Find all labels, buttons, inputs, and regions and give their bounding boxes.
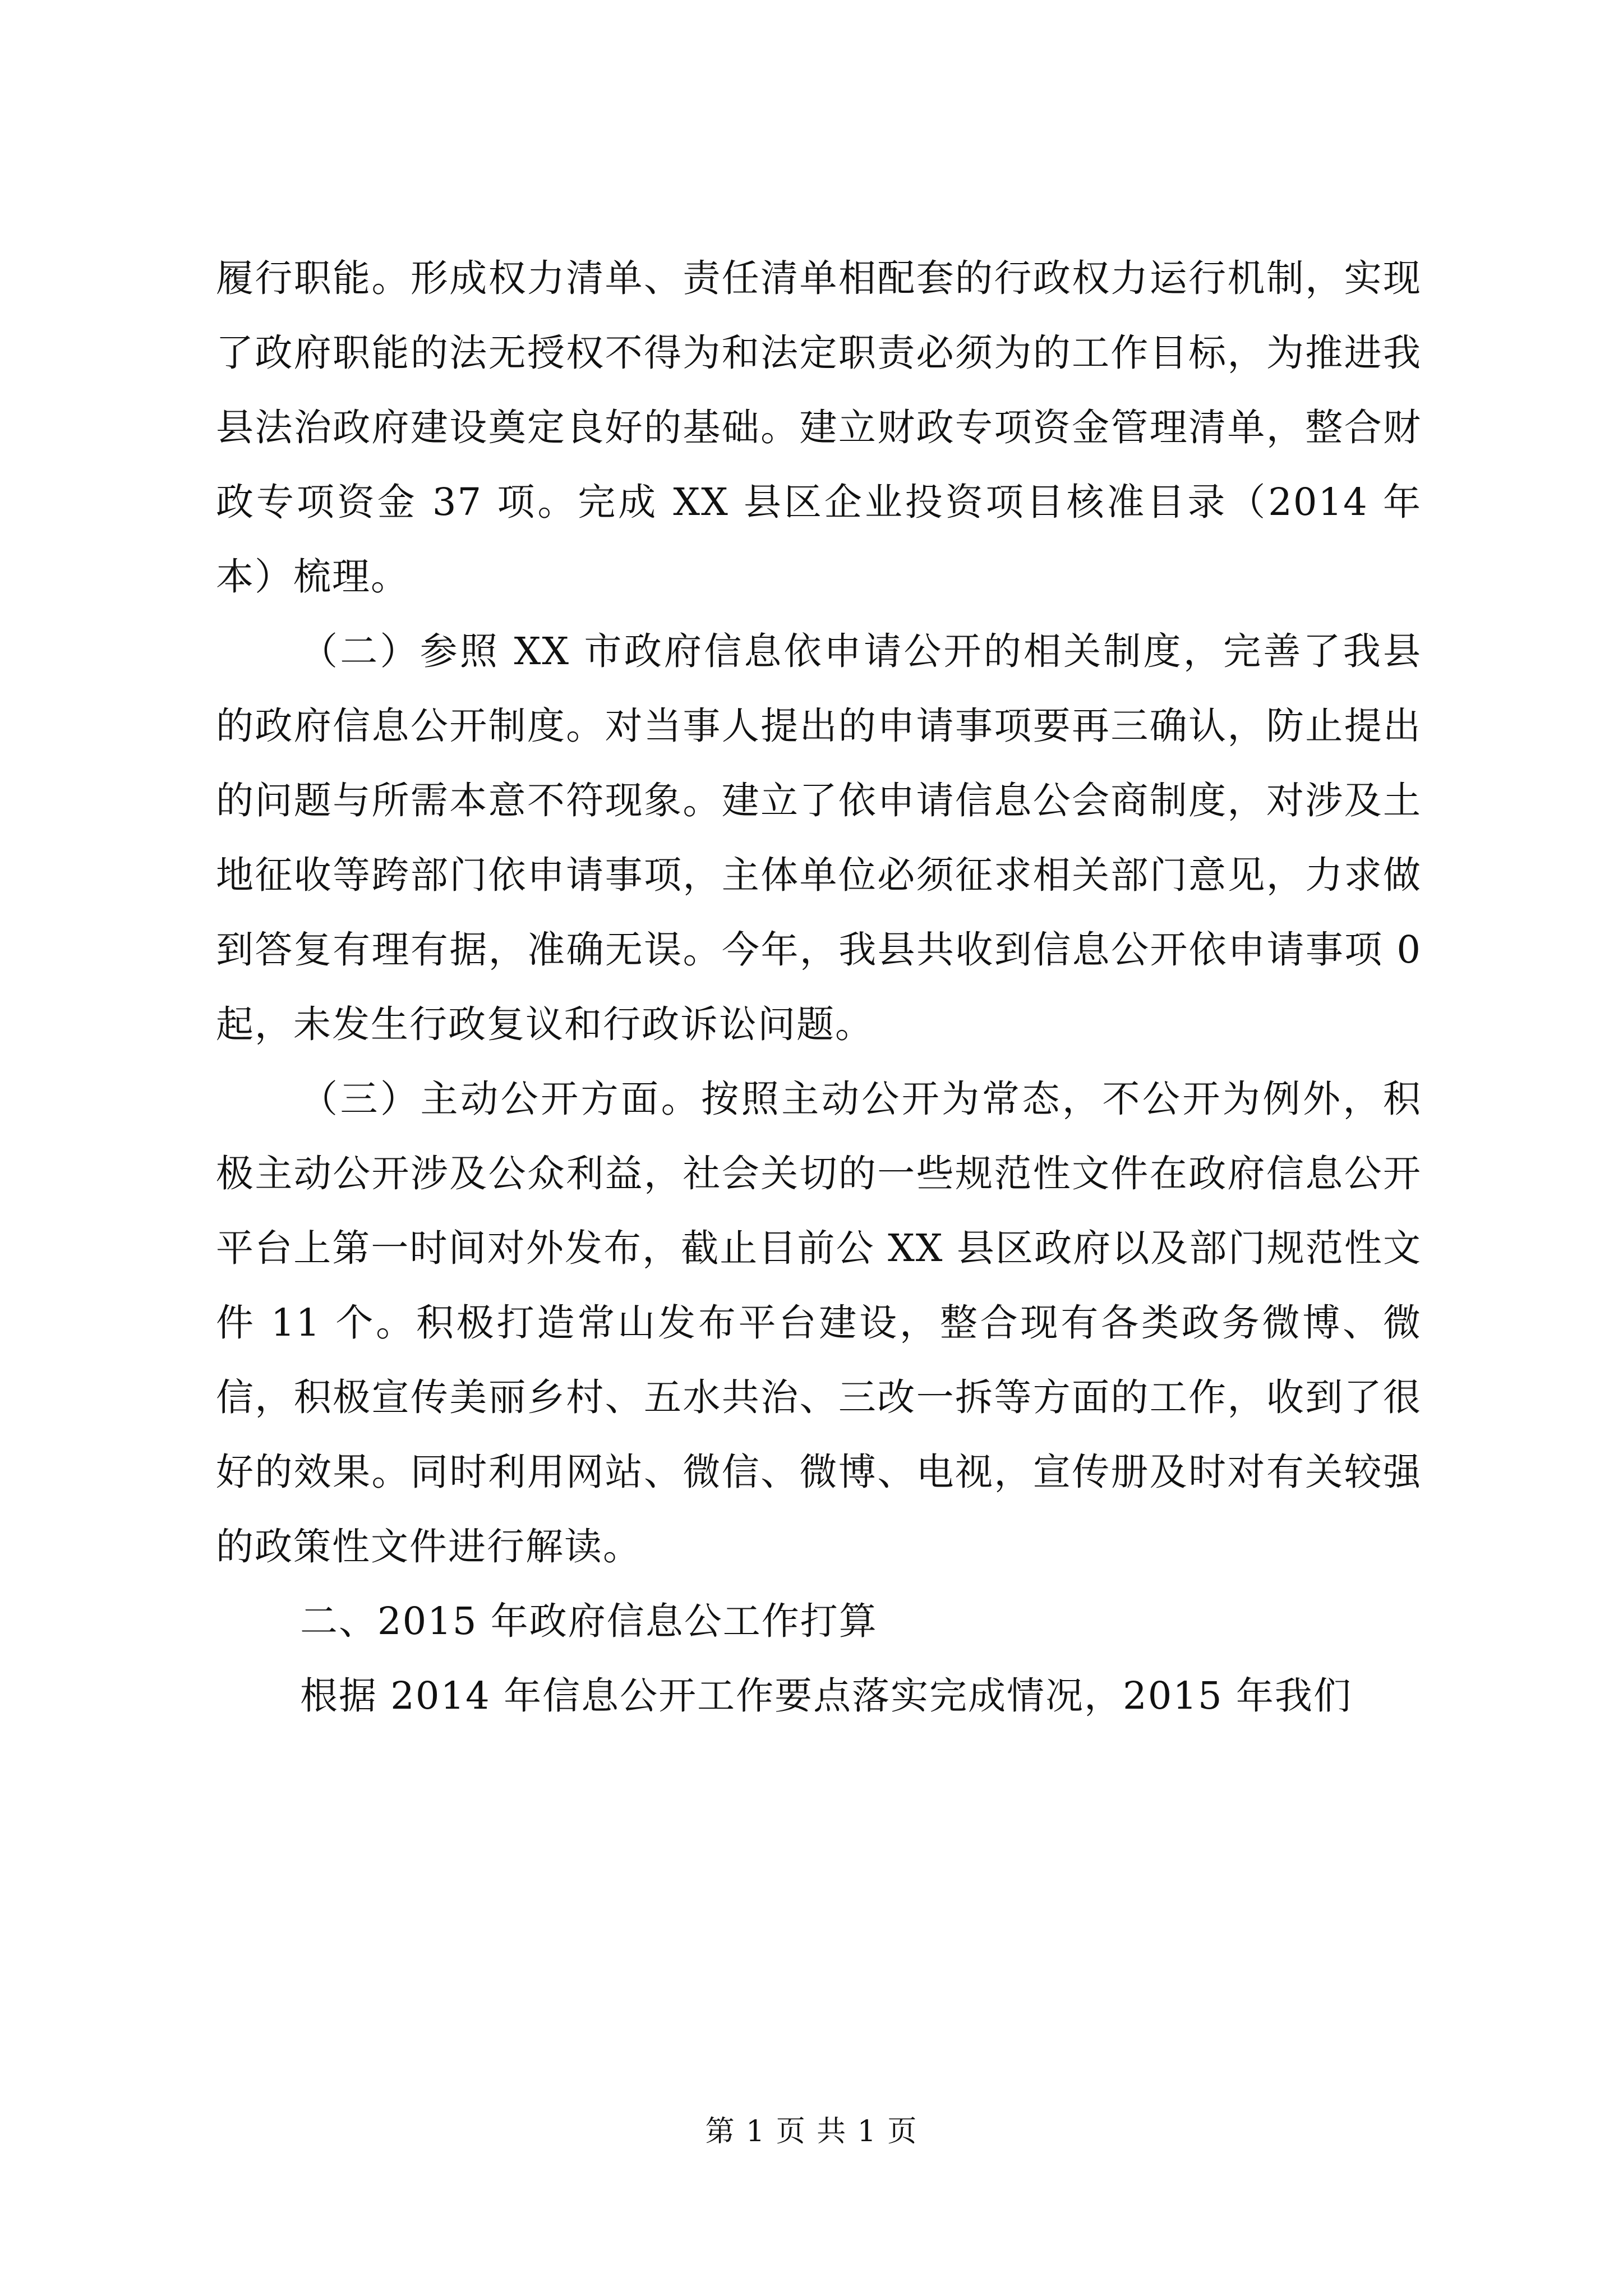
page-footer: 第 1 页 共 1 页 (705, 2115, 918, 2148)
document-body (216, 241, 1422, 1733)
paragraph-section-three: （三）主动公开方面。按照主动公开为常态，不公开为例外，积极主动公开涉及公众利益，社会关切的一些规范性文件在政府信息公开平台上第一时间对外发布，截止目前公 XX 县区政府以及部门规范性文件 11 个。积极打造常山发布平台建设，整合现有各类政务微博、微信，积极宣传美丽乡村、五水共治、三改一拆等方面的工作，收到了很好的效果。同时利用网站、微信、微博、电视，宣传册及时对有关较强的政策性文件进行解读。 (216, 1077, 1422, 1568)
paragraph-continuation: 履行职能。形成权力清单、责任清单相配套的行政权力运行机制，实现了政府职能的法无授权不得为和法定职责必须为的工作目标，为推进我县法治政府建设奠定良好的基础。建立财政专项资金管理清单，整合财政专项资金 37 项。完成 XX 县区企业投资项目核准目录（2014 年本）梳理。 (216, 256, 1422, 599)
paragraph-section-two: （二）参照 XX 市政府信息依申请公开的相关制度，完善了我县的政府信息公开制度。对当事人提出的申请事项要再三确认，防止提出的问题与所需本意不符现象。建立了依申请信息公会商制度，对涉及土地征收等跨部门依申请事项，主体单位必须征求相关部门意见，力求做到答复有理有据，准确无误。今年，我县共收到信息公开依申请事项 0 起，未发生行政复议和行政诉讼问题。 (216, 629, 1422, 1046)
paragraph-plan-intro: 根据 2014 年信息公开工作要点落实完成情况，2015 年我们 (300, 1674, 1352, 1718)
heading-plan-2015: 二、2015 年政府信息公工作打算 (300, 1599, 878, 1643)
